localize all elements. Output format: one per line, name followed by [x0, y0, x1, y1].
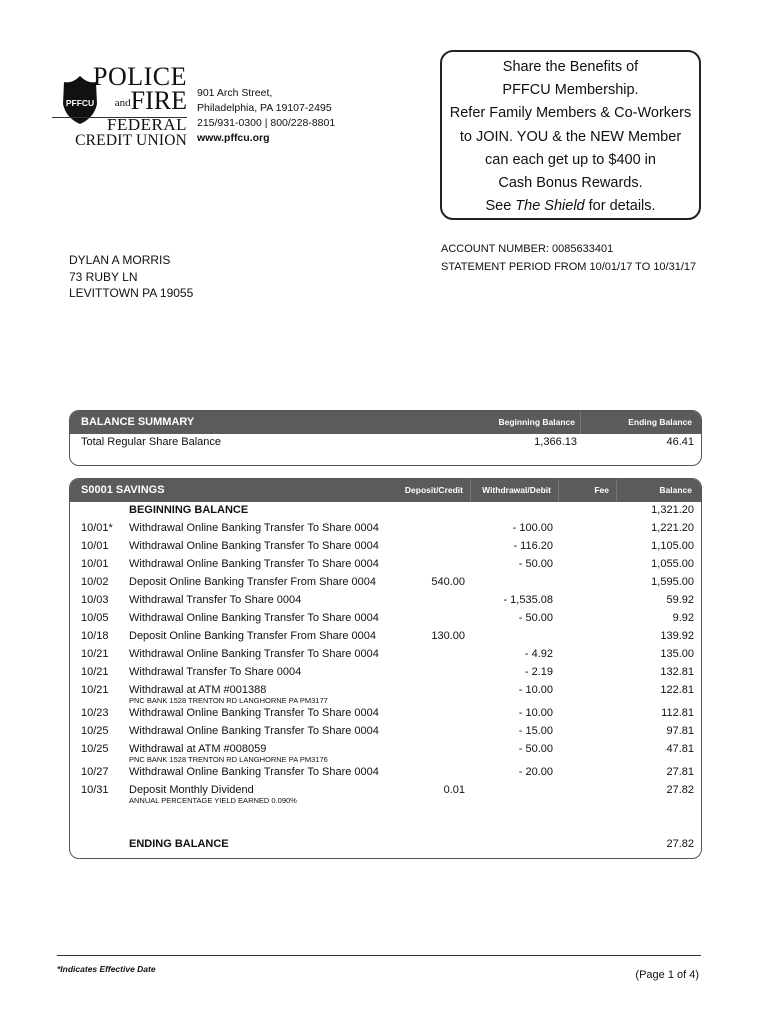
transaction-balance: 97.81 [666, 725, 694, 737]
table-row [70, 592, 702, 610]
table-row [70, 628, 702, 646]
header-divider [616, 479, 617, 502]
promo-line-7 [442, 195, 699, 218]
credit-union-logo [52, 64, 187, 150]
transaction-balance: 1,595.00 [651, 576, 694, 588]
col-deposit-credit: Deposit/Credit [404, 485, 463, 495]
transaction-date: 10/18 [81, 630, 109, 642]
transaction-balance: 27.82 [666, 784, 694, 796]
transaction-description: Withdrawal Online Banking Transfer To Share 0004 [129, 648, 379, 660]
table-row [70, 538, 702, 556]
savings-header [70, 479, 701, 502]
transaction-description: Withdrawal Online Banking Transfer To Share 0004 [129, 558, 379, 570]
footer-divider [57, 955, 701, 956]
transaction-withdrawal: - 10.00 [518, 707, 553, 719]
transaction-detail: ANNUAL PERCENTAGE YIELD EARNED 0.090% [129, 796, 297, 805]
transaction-date: 10/31 [81, 784, 109, 796]
transaction-detail: PNC BANK 1528 TRENTON RD LANGHORNE PA PM3177 [129, 696, 328, 705]
transaction-description: Withdrawal Online Banking Transfer To Share 0004 [129, 540, 379, 552]
transaction-date: 10/01* [81, 522, 113, 534]
member-city: LEVITTOWN PA 19055 [69, 286, 194, 300]
website-link[interactable]: www.pffcu.org [197, 132, 270, 144]
transaction-date: 10/02 [81, 576, 109, 588]
transaction-description: Withdrawal Online Banking Transfer To Share 0004 [129, 725, 379, 737]
promo-details: for details. [584, 198, 656, 215]
promo-line-5: can each get up to $400 in [485, 151, 656, 168]
transaction-balance: 1,221.20 [651, 522, 694, 534]
logo-word-fire-text: FIRE [130, 86, 187, 115]
transaction-balance: 122.81 [660, 684, 694, 696]
ending-balance-value: 27.82 [666, 838, 694, 850]
table-row [70, 682, 702, 705]
table-row [70, 782, 702, 805]
phone-numbers: 215/931-0300 | 800/228-8801 [197, 117, 336, 129]
svg-text:PFFCU: PFFCU [65, 98, 95, 108]
transaction-date: 10/01 [81, 540, 109, 552]
promo-line-1: Share the Benefits of [502, 59, 639, 75]
promo-see: See [485, 198, 516, 215]
balance-summary-table [69, 410, 702, 466]
table-row [70, 610, 702, 628]
summary-beginning-value: 1,366.13 [534, 436, 577, 448]
logo-word-credit-union: CREDIT UNION [75, 132, 187, 149]
promo-line-6: Cash Bonus Rewards. [498, 175, 643, 192]
transaction-description: Withdrawal Online Banking Transfer To Share 0004 [129, 766, 379, 778]
transaction-date: 10/21 [81, 666, 109, 678]
header-divider [580, 411, 581, 434]
transaction-date: 10/23 [81, 707, 109, 719]
transaction-description: Withdrawal at ATM #001388 [129, 684, 267, 696]
transaction-description: Withdrawal Transfer To Share 0004 [129, 666, 302, 678]
transaction-detail: PNC BANK 1528 TRENTON RD LANGHORNE PA PM3176 [129, 755, 328, 764]
transaction-date: 10/03 [81, 594, 109, 606]
transaction-withdrawal: - 4.92 [524, 648, 553, 660]
transaction-deposit: 540.00 [431, 576, 465, 588]
member-address [69, 252, 193, 302]
address-line-1: 901 Arch Street, [197, 87, 273, 99]
effective-date-note: *Indicates Effective Date [57, 964, 156, 974]
table-row [70, 741, 702, 764]
transaction-date: 10/01 [81, 558, 109, 570]
transaction-withdrawal: - 50.00 [518, 743, 553, 755]
transaction-description: Withdrawal Online Banking Transfer To Share 0004 [129, 612, 379, 624]
transaction-balance: 135.00 [660, 648, 694, 660]
transaction-balance: 47.81 [666, 743, 694, 755]
transaction-date: 10/25 [81, 725, 109, 737]
table-row [70, 723, 702, 741]
transaction-balance: 27.81 [666, 766, 694, 778]
transaction-withdrawal: - 50.00 [518, 612, 553, 624]
table-row [70, 434, 702, 452]
promo-line-2: PFFCU Membership. [502, 82, 639, 99]
col-withdrawal-debit: Withdrawal/Debit [482, 485, 551, 495]
col-fee: Fee [594, 485, 609, 495]
transaction-description: Deposit Online Banking Transfer From Share 0004 [129, 576, 377, 588]
transaction-date: 10/21 [81, 684, 109, 696]
beginning-balance-row [70, 502, 702, 520]
col-beginning-balance: Beginning Balance [498, 417, 575, 427]
header-divider [558, 479, 559, 502]
savings-title: S0001 SAVINGS [81, 484, 165, 496]
table-row [70, 520, 702, 538]
credit-union-address [197, 86, 335, 146]
col-balance: Balance [659, 485, 692, 495]
promo-shield-name: The Shield [515, 198, 585, 215]
beginning-balance-value: 1,321.20 [651, 504, 694, 516]
transaction-withdrawal: - 116.20 [513, 540, 553, 552]
table-row [70, 705, 702, 723]
transaction-date: 10/27 [81, 766, 109, 778]
table-row [70, 664, 702, 682]
transaction-description: Withdrawal Online Banking Transfer To Share 0004 [129, 707, 379, 719]
account-number: ACCOUNT NUMBER: 0085633401 [441, 243, 614, 255]
transaction-description: Deposit Online Banking Transfer From Share 0004 [129, 630, 377, 642]
transaction-withdrawal: - 10.00 [518, 684, 553, 696]
ending-balance-label: ENDING BALANCE [129, 838, 229, 850]
transaction-description: Withdrawal at ATM #008059 [129, 743, 267, 755]
transaction-date: 10/25 [81, 743, 109, 755]
savings-transactions-table [69, 478, 702, 859]
beginning-balance-label: BEGINNING BALANCE [129, 504, 249, 516]
logo-word-and: and [114, 97, 131, 110]
balance-summary-title: BALANCE SUMMARY [81, 416, 195, 428]
page-number: (Page 1 of 4) [635, 969, 699, 981]
transaction-withdrawal: - 20.00 [518, 766, 553, 778]
transaction-deposit: 0.01 [443, 784, 465, 796]
table-row [70, 556, 702, 574]
transaction-balance: 1,055.00 [651, 558, 694, 570]
referral-promo-box [440, 50, 701, 220]
summary-row-label: Total Regular Share Balance [81, 436, 222, 448]
statement-period: STATEMENT PERIOD FROM 10/01/17 TO 10/31/17 [441, 261, 697, 273]
transaction-deposit: 130.00 [431, 630, 465, 642]
logo-word-federal: FEDERAL [107, 115, 187, 134]
header-divider [470, 479, 471, 502]
transaction-balance: 139.92 [660, 630, 694, 642]
summary-ending-value: 46.41 [666, 436, 694, 448]
promo-line-3: Refer Family Members & Co-Workers [449, 105, 692, 122]
ending-balance-row [70, 836, 702, 854]
address-line-2: Philadelphia, PA 19107-2495 [197, 102, 332, 114]
col-ending-balance: Ending Balance [628, 417, 692, 427]
transaction-description: Deposit Monthly Dividend [129, 784, 254, 796]
transaction-withdrawal: - 100.00 [512, 522, 553, 534]
member-street: 73 RUBY LN [69, 269, 138, 284]
transaction-description: Withdrawal Transfer To Share 0004 [129, 594, 302, 606]
transaction-withdrawal: - 1,535.08 [503, 594, 553, 606]
transaction-balance: 59.92 [666, 594, 694, 606]
transaction-withdrawal: - 2.19 [524, 666, 553, 678]
transaction-balance: 1,105.00 [651, 540, 694, 552]
table-row [70, 764, 702, 782]
account-info [441, 240, 696, 276]
transaction-balance: 132.81 [660, 666, 694, 678]
transaction-description: Withdrawal Online Banking Transfer To Share 0004 [129, 522, 379, 534]
transaction-balance: 9.92 [672, 612, 694, 624]
table-row [70, 574, 702, 592]
transaction-date: 10/21 [81, 648, 109, 660]
transaction-withdrawal: - 15.00 [518, 725, 553, 737]
transaction-balance: 112.81 [661, 707, 694, 719]
logo-word-police: POLICE [93, 62, 187, 91]
table-row [70, 646, 702, 664]
balance-summary-header [70, 411, 701, 434]
logo-word-fire [104, 88, 187, 116]
promo-line-4: to JOIN. YOU & the NEW Member [459, 128, 682, 145]
member-name: DYLAN A MORRIS [69, 253, 171, 267]
transaction-withdrawal: - 50.00 [518, 558, 553, 570]
transaction-date: 10/05 [81, 612, 109, 624]
